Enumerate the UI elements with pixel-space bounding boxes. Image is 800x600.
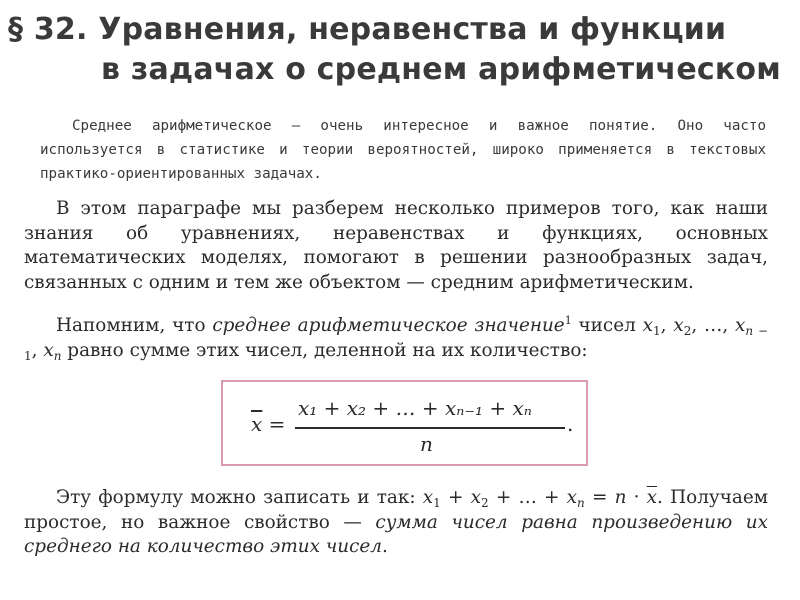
term-arithmetic-mean: среднее арифметическое значение: [212, 315, 565, 336]
paragraph-2-rest-b: равно сумме этих чисел, деленной на их количество:: [61, 339, 588, 361]
formula-lhs: [251, 412, 285, 436]
paragraph-2-lead: Напомним, что: [56, 315, 213, 336]
sequence-x1-to-xn: $x_1$, $x_2$, …, $x_{n - 1}$, $x_n$: [24, 315, 768, 363]
paragraph-3-end: .: [382, 536, 388, 557]
paragraph-3: [24, 486, 768, 560]
emphasized-property: сумма чисел равна произведению их среднего на количество этих чисел: [24, 511, 768, 557]
formula-period: .: [567, 412, 574, 436]
footnote-marker: 1: [564, 314, 572, 327]
x-bar: $\overline{x}$: [251, 412, 263, 436]
paragraph-2-rest-a: чисел: [571, 315, 643, 336]
intro-paragraph: Среднее арифметическое — очень интересное и важное понятие. Оно часто используется в статистике и теории вероятностей, широко применяется в текстовых практико-ориентированных задачах.: [40, 118, 766, 182]
paragraph-2: [24, 314, 768, 363]
formula-numerator: x₁ + x₂ + … + xₙ₋₁ + xₙ: [298, 396, 532, 420]
paragraph-3-mid: . Получаем простое, но важное свойство —: [24, 487, 769, 533]
paragraph-1: В этом параграфе мы разберем несколько примеров того, как наши знания об уравнениях, неравенствах и функциях, основных математических моделях, помогают в решении разнообразных задач, связанных с одним и тем же объектом — средним арифметическим.: [24, 198, 768, 293]
section-title: [8, 10, 781, 90]
mean-formula: [223, 382, 586, 464]
section-title-line-1: § 32. Уравнения, неравенства и функции: [8, 12, 727, 47]
paragraph-3-lead: Эту формулу можно записать и так:: [56, 487, 423, 508]
formula-denominator: n: [420, 432, 433, 456]
formula-box: [221, 380, 588, 466]
section-title-line-2: в задачах о среднем арифметическом: [101, 52, 781, 87]
sum-formula-inline: $x_1 + x_2$ + … + $x_n = n \cdot \overline{x}$: [422, 487, 658, 510]
fraction-line: [295, 427, 565, 429]
formula-equals: =: [268, 412, 286, 436]
